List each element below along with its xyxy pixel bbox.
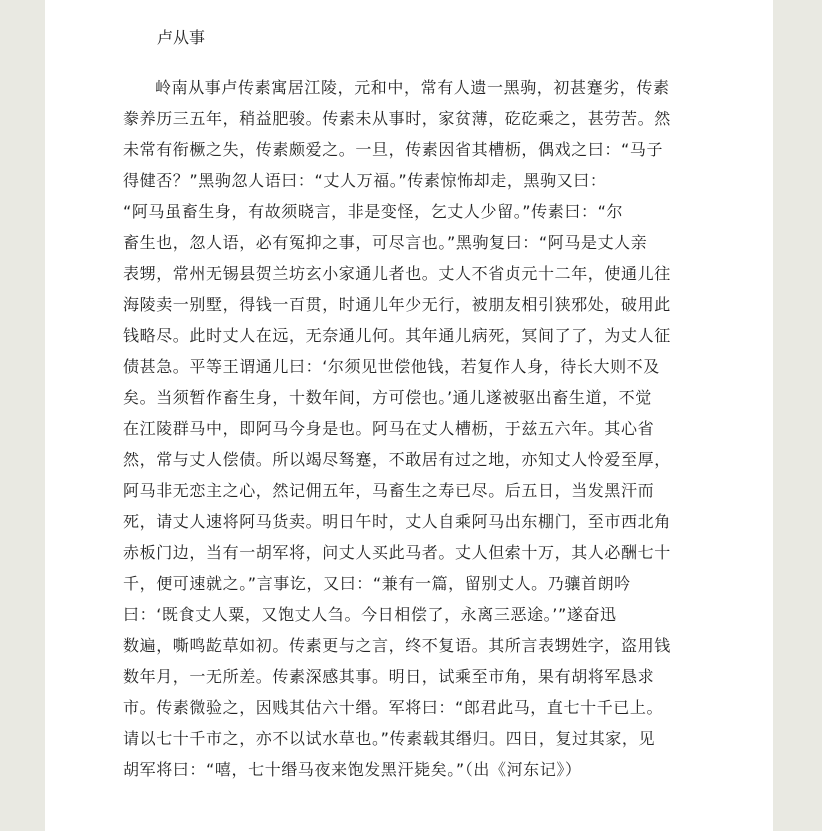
- body-line: 曰：‘既食丈人粟，又饱丈人刍。今日相偿了，永离三恶途。’”遂奋迅: [123, 605, 617, 624]
- body-line: 千，便可速就之。”言事讫，又曰：“兼有一篇，留别丈人。乃骧首朗吟: [123, 574, 631, 593]
- body-line: 赤板门边，当有一胡军将，问丈人买此马者。丈人但索十万，其人必酬七十: [123, 543, 671, 562]
- body-line: 在江陵群马中，即阿马今身是也。阿马在丈人槽枥，于兹五六年。其心省: [123, 419, 655, 438]
- body-line: 请以七十千市之，亦不以试水草也。”传素载其缗归。四日，复过其家，见: [123, 729, 656, 748]
- body-line: 胡军将曰：“嘻，七十缗马夜来饱发黑汗毙矣。”（出《河东记》）: [123, 760, 582, 779]
- body-line: 债甚急。平等王谓通儿曰：‘尔须见世偿他钱，若复作人身，待长大则不及: [123, 357, 660, 376]
- body-line: 表甥，常州无锡县贺兰坊玄小家通儿者也。丈人不省贞元十二年，使通儿往: [123, 264, 671, 283]
- body-line: 矣。当须暂作畜生身，十数年间，方可偿也。’通儿遂被驱出畜生道，不觉: [123, 388, 652, 407]
- body-line: “阿马虽畜生身，有故须晓言，非是变怪，乞丈人少留。”传素曰：“尔: [123, 202, 624, 221]
- body-line: 岭南从事卢传素寓居江陵，元和中，常有人遗一黑驹，初甚蹇劣，传素: [155, 78, 670, 97]
- body-line: 海陵卖一别墅，得钱一百贯，时通儿年少无行，被朋友相引狭邪处，破用此: [123, 295, 671, 314]
- body-line: 市。传素微验之，因贱其估六十缗。军将曰：“郎君此马，直七十千已上。: [123, 698, 664, 717]
- body-line: 畜生也，忽人语，必有冤抑之事，可尽言也。”黑驹复曰：“阿马是丈人亲: [123, 233, 648, 252]
- body-line: 未常有衔橛之失，传素颇爱之。一旦，传素因省其槽枥，偶戏之曰：“马子: [123, 140, 664, 159]
- body-line: 豢养历三五年，稍益肥骏。传素未从事时，家贫薄，矻矻乘之，甚劳苦。然: [123, 109, 671, 128]
- body-line: 得健否？”黑驹忽人语曰：“丈人万福。”传素惊怖却走，黑驹又曰：: [123, 171, 607, 190]
- body-line: 数年月，一无所差。传素深感其事。明日，试乘至市角，果有胡将军恳求: [123, 667, 655, 686]
- document-title: 卢从事: [157, 28, 206, 47]
- body-line: 死，请丈人速将阿马货卖。明日午时，丈人自乘阿马出东棚门，至市西北角: [123, 512, 671, 531]
- body-line: 阿马非无恋主之心，然记佣五年，马畜生之寿已尽。后五日，当发黑汗而: [123, 481, 655, 500]
- document-page: [45, 0, 773, 831]
- body-line: 数遍，嘶鸣龁草如初。传素更与之言，终不复语。其所言表甥姓字，盗用钱: [123, 636, 671, 655]
- body-line: 然，常与丈人偿债。所以竭尽驽蹇，不敢居有过之地，亦知丈人怜爱至厚，: [123, 450, 671, 469]
- body-line: 钱略尽。此时丈人在远，无奈通儿何。其年通儿病死，冥间了了，为丈人征: [123, 326, 671, 345]
